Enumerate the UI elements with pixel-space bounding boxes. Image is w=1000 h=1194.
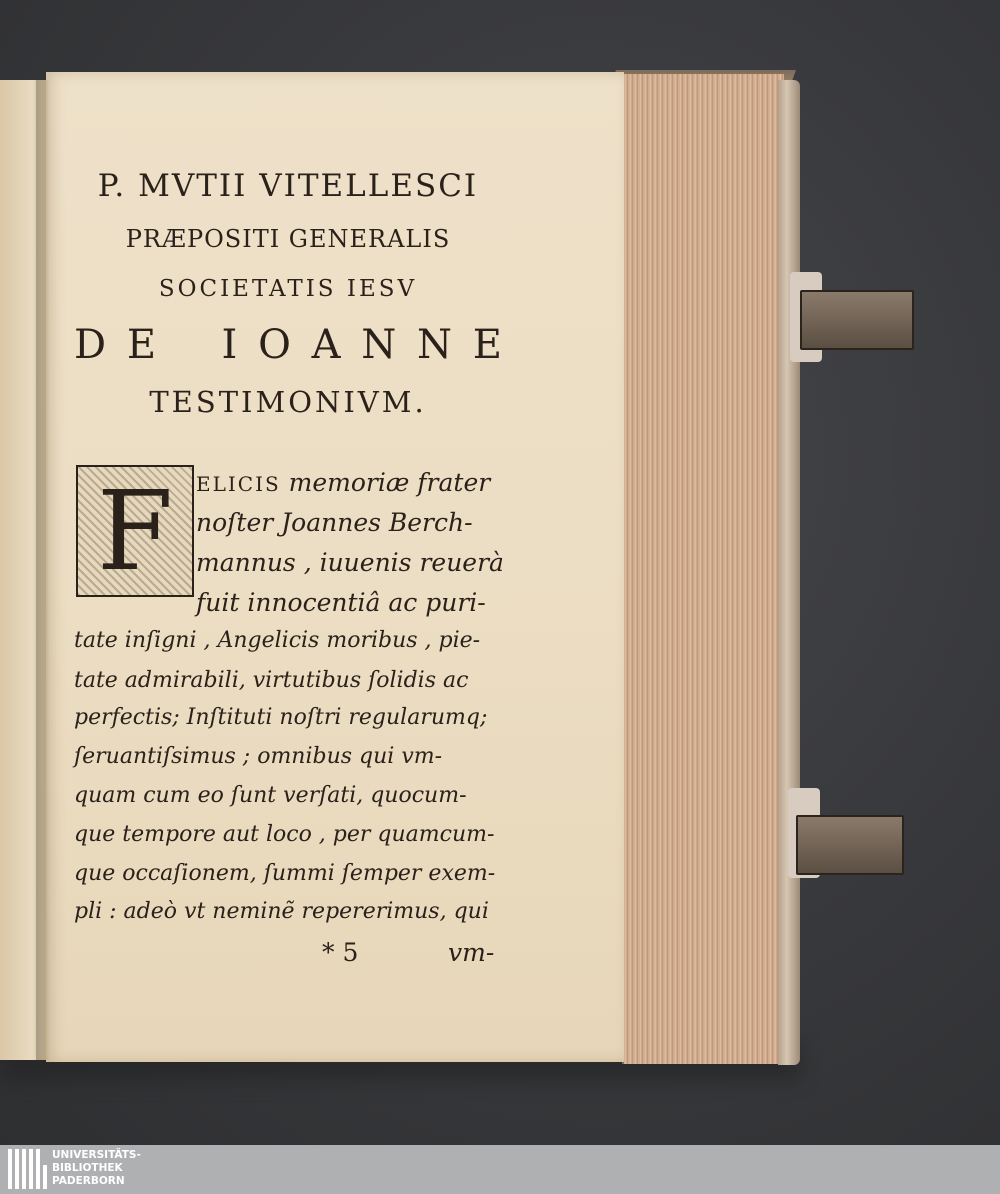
- signature-mark: * 5: [322, 938, 359, 967]
- decorated-initial: [76, 465, 194, 597]
- book-cover-edge: [778, 80, 800, 1065]
- title-letter: I: [221, 322, 238, 368]
- body-line: [196, 468, 490, 497]
- title-line-5: TESTIMONIVM.: [149, 385, 427, 419]
- title-letter: D: [74, 322, 107, 368]
- body-line: quam cum eo ſunt verſati, quocum-: [74, 783, 467, 808]
- clasp-upper: [800, 290, 914, 350]
- library-name-line: BIBLIOTHEK: [52, 1162, 123, 1174]
- body-line: tate admirabili, virtutibus ſolidis ac: [74, 668, 469, 693]
- title-letter: N: [361, 322, 397, 368]
- title-letter: E: [126, 322, 157, 368]
- library-footer: [0, 1145, 1000, 1194]
- body-line: que occaſionem, ſummi ſemper exem-: [74, 861, 496, 886]
- initial-letter: F: [96, 467, 174, 595]
- body-line: tate inſigni , Angelicis moribus , pie-: [74, 628, 481, 653]
- catchword: vm-: [448, 938, 495, 967]
- body-line: ſeruantiſsimus ; omnibus qui vm-: [74, 744, 443, 769]
- title-line-2: PRÆPOSITI GENERALIS: [125, 225, 451, 253]
- body-line: pli : adeò vt neminẽ repererimus, qui: [74, 899, 489, 924]
- body-line-rest: memoriæ frater: [280, 468, 491, 497]
- page-gutter: [36, 80, 50, 1060]
- title-letter: A: [311, 322, 341, 368]
- body-line: que tempore aut loco , per quamcum-: [74, 822, 495, 847]
- title-line-3: SOCIETATIS IESV: [158, 276, 418, 302]
- library-name-line: UNIVERSITÄTS-: [52, 1149, 141, 1161]
- page-block-edges: [622, 74, 784, 1064]
- title-line-4: [74, 322, 502, 368]
- body-first-word: ELICIS: [196, 472, 281, 496]
- title-line-1: P. MVTII VITELLESCI: [97, 168, 479, 204]
- title-letter: E: [472, 322, 502, 368]
- body-line: mannus , iuuenis reuerà: [196, 548, 504, 577]
- clasp-lower: [796, 815, 904, 875]
- body-line: fuit innocentiâ ac puri-: [196, 588, 486, 617]
- title-letter: N: [417, 322, 453, 368]
- body-line: perfectis; Inſtituti noſtri regularumq;: [74, 705, 488, 730]
- title-letter: O: [258, 322, 291, 368]
- library-name-line: PADERBORN: [52, 1175, 125, 1187]
- body-line: noſter Joannes Berch-: [196, 508, 473, 537]
- library-name: [52, 1149, 141, 1188]
- library-logo-icon: [8, 1149, 48, 1189]
